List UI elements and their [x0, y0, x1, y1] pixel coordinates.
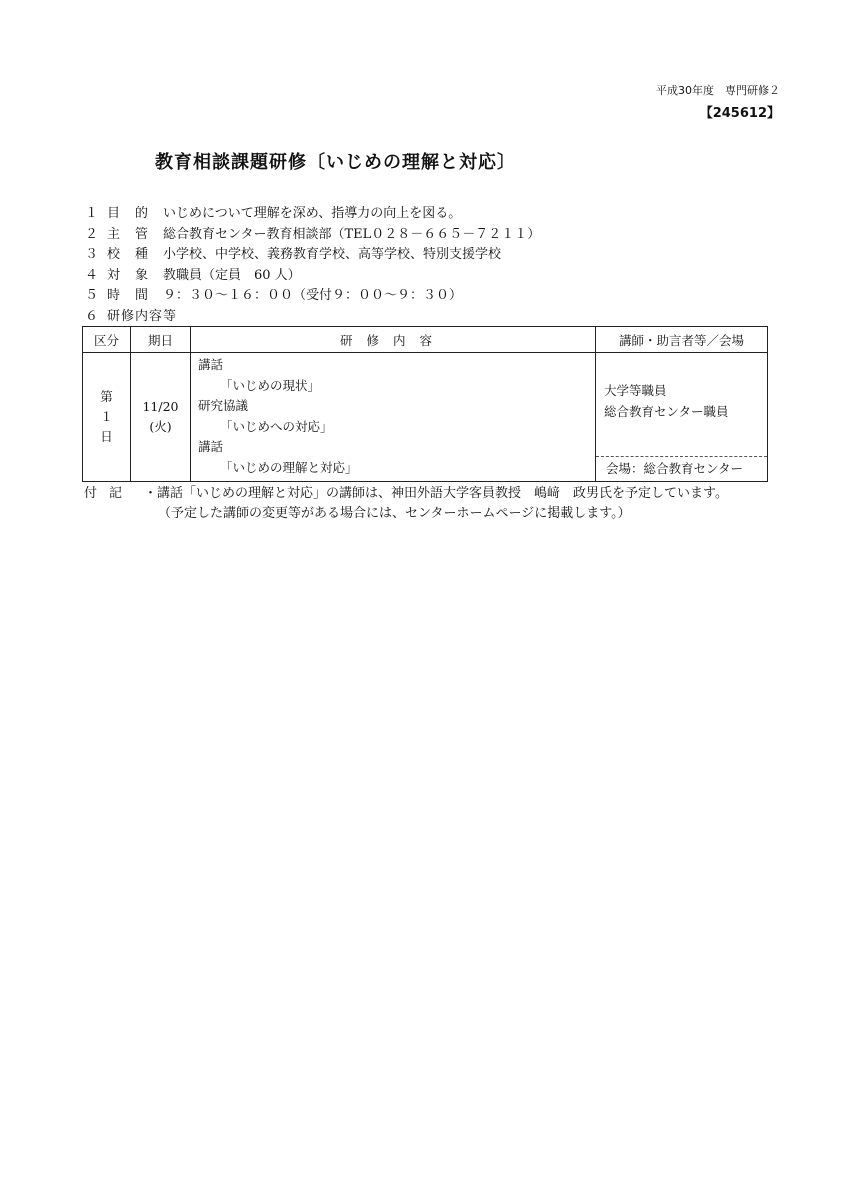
item-time — [85, 286, 540, 307]
note-label: 付記 — [84, 486, 135, 501]
item-target — [85, 266, 540, 287]
header-lecturer: 講師・助言者等／会場 — [596, 327, 768, 353]
item-number: １ — [85, 206, 99, 221]
contents-cell — [191, 353, 596, 482]
page-title: 教育相談課題研修〔いじめの理解と対応〕 — [155, 152, 516, 173]
course-code: 【245612】 — [699, 106, 780, 121]
lecturer-cell — [596, 353, 768, 482]
day-char: １ — [100, 409, 113, 424]
overview-list — [85, 204, 540, 327]
item-text: 教職員（定員 60 人） — [163, 267, 301, 283]
item-number: ４ — [85, 267, 99, 283]
note-line-1 — [84, 482, 728, 501]
header-kubun: 区分 — [83, 327, 131, 353]
item-contents — [85, 307, 540, 328]
item-text: いじめについて理解を深め、指導力の向上を図る。 — [163, 206, 462, 221]
item-number: ５ — [85, 288, 99, 303]
item-label: 研修内容等 — [107, 308, 178, 324]
session-topic: 「いじめの理解と対応」 — [220, 459, 358, 475]
note-text: ・講話「いじめの理解と対応」の講師は、神田外語大学客員教授 嶋﨑 政男氏を予定しています。 — [144, 486, 728, 501]
item-label: 対 象 — [107, 267, 150, 283]
session-topic: 「いじめへの対応」 — [220, 418, 333, 434]
venue-text: 会場：総合教育センター — [596, 456, 767, 481]
item-number: ２ — [85, 226, 99, 242]
day-char: 日 — [100, 429, 113, 444]
schedule-table — [82, 326, 768, 482]
weekday-text: (火) — [149, 419, 172, 434]
table-row — [83, 353, 768, 482]
item-label: 時 間 — [107, 288, 150, 303]
item-text: 総合教育センター教育相談部（TEL０２８－６６５－７２１１） — [163, 226, 541, 242]
session-type: 講話 — [198, 439, 224, 454]
header-contents: 研修内容 — [191, 327, 596, 353]
item-label: 主 管 — [107, 226, 150, 242]
item-number: ６ — [85, 308, 99, 324]
item-text: ９：３０～１６：００（受付９：００～９：３０） — [163, 288, 463, 303]
year-label: 平成30年度 専門研修２ — [656, 84, 780, 97]
item-number: ３ — [85, 247, 99, 262]
item-label: 目 的 — [107, 206, 150, 221]
header-date: 期日 — [131, 327, 191, 353]
session-topic: 「いじめの現状」 — [220, 377, 321, 393]
lecturer-name: 大学等職員 — [604, 383, 667, 398]
item-text: 小学校、中学校、義務教育学校、高等学校、特別支援学校 — [163, 247, 502, 262]
item-organizer — [85, 225, 540, 246]
date-text: 11/20 — [142, 399, 179, 414]
table-header-row — [83, 327, 768, 353]
day-char: 第 — [100, 389, 113, 404]
item-school-type — [85, 245, 540, 266]
day-cell — [83, 353, 131, 482]
date-cell — [131, 353, 191, 482]
lecturer-name: 総合教育センター職員 — [604, 403, 729, 419]
session-type: 講話 — [198, 357, 224, 372]
item-label: 校 種 — [107, 247, 150, 262]
note-line-2: （予定した講師の変更等がある場合には、センターホームページに掲載します。） — [158, 506, 631, 521]
item-purpose — [85, 204, 540, 225]
session-type: 研究協議 — [198, 398, 249, 413]
